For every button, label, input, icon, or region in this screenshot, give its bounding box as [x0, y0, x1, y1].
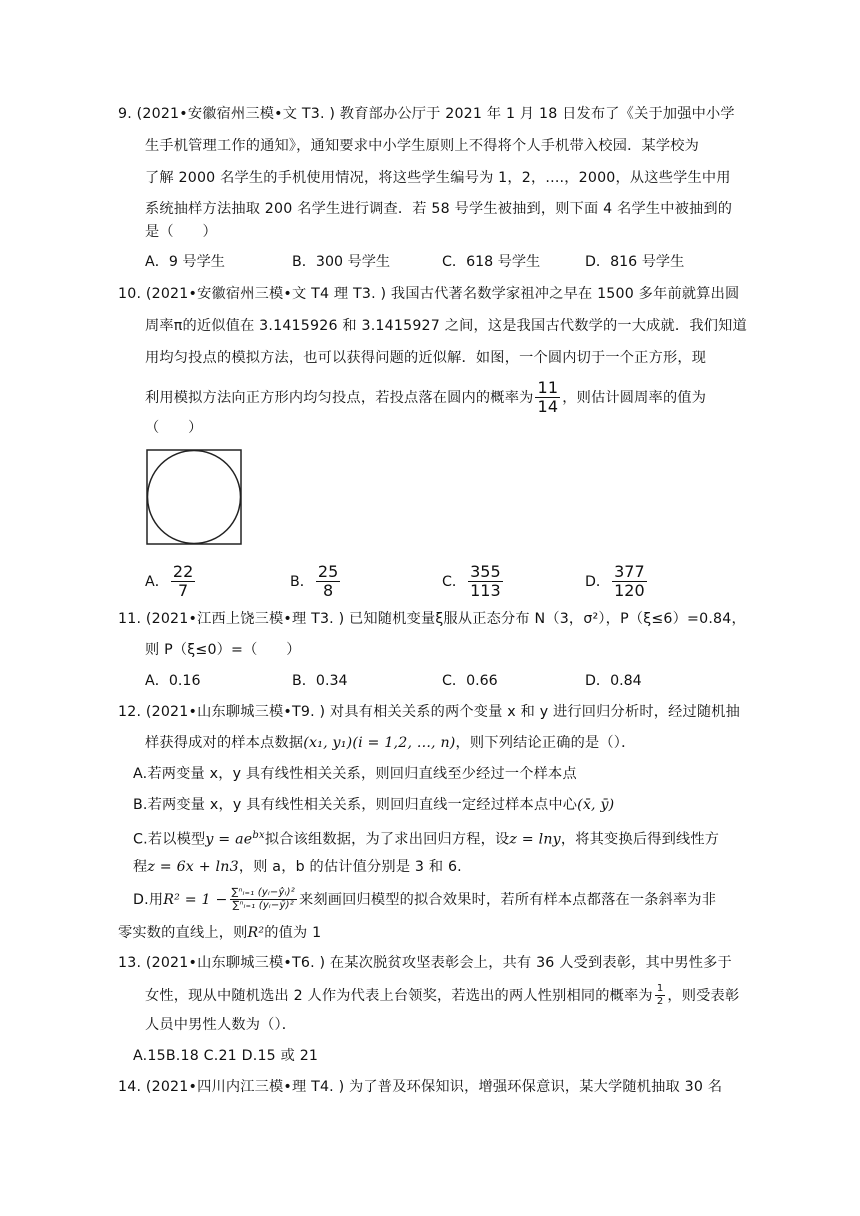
q12-option-a: A.若两变量 x，y 具有线性相关关系，则回归直线至少经过一个样本点 [133, 766, 577, 782]
fraction-denominator: 120 [614, 581, 645, 600]
q9-line-2: 生手机管理工作的通知》，通知要求中小学生原则上不得将个人手机带入校园．某学校为 [145, 138, 700, 154]
fraction-denominator: 8 [323, 581, 334, 600]
q12-option-d-line-2 [118, 923, 321, 943]
q12-option-d-tail: 来刻画回归模型的拟合效果时，若所有样本点都落在一条斜率为非 [298, 891, 717, 908]
fraction-numerator: 22 [172, 562, 194, 581]
q12-sample-points-math: (x₁, y₁)(i = 1,2, ..., n) [303, 735, 456, 751]
q10-line-4-tail: ，则估计圆周率的值为 [562, 389, 707, 406]
q12-r-squared-math: R² = 1 − [163, 891, 228, 908]
q10-option-c-letter: C． [442, 573, 467, 590]
q12-option-c-text-3: ，将其变换后得到线性方 [560, 831, 720, 848]
q12-model-exponent: bx [252, 830, 265, 841]
q9-option-c: C．618 号学生 [442, 254, 541, 270]
q13-line-2 [145, 984, 739, 1007]
q12-option-b-text: B.若两变量 x，y 具有线性相关关系，则回归直线一定经过样本点中心 [133, 797, 578, 813]
q12-option-c-line-2 [133, 857, 462, 877]
q10-option-d-letter: D． [585, 573, 611, 590]
q12-option-d2-text: 零实数的直线上，则 [118, 925, 248, 941]
fraction-numerator: 377 [614, 562, 645, 581]
fraction-numerator: 1 [656, 983, 664, 994]
q12-option-d2-tail: 的值为 1 [264, 925, 322, 941]
q11-option-c: C．0.66 [442, 673, 498, 689]
q9-line-5: 是（ ） [145, 224, 217, 240]
q9-option-b: B．300 号学生 [292, 254, 391, 270]
q12-option-d-text: D.用 [133, 891, 164, 908]
q12-linear-equation-math: z = 6x + ln3 [147, 859, 239, 875]
q12-line-2-text: 样获得成对的样本点数据 [145, 735, 304, 751]
q9-line-3: 了解 2000 名学生的手机使用情况，将这些学生编号为 1，2，....，2000，从这些学生中用 [145, 170, 731, 186]
square-inscribed-circle-figure [146, 449, 242, 549]
q13-line-2-tail: ，则受表彰 [667, 987, 740, 1004]
q10-option-b [290, 564, 342, 599]
q12-substitution-math: z = lny [509, 831, 561, 848]
q12-option-c-text: C.若以模型 [133, 831, 206, 848]
fraction-denominator: 2 [656, 996, 664, 1007]
q9-option-d: D．816 号学生 [585, 254, 685, 270]
q12-option-c-text-2: 拟合该组数据，为了求出回归方程，设 [264, 831, 510, 848]
q13-options: A.15B.18 C.21 D.15 或 21 [133, 1048, 319, 1064]
q10-option-d-fraction [612, 564, 647, 599]
q9-option-a: A．9 号学生 [145, 254, 225, 270]
fraction-denominator: 7 [177, 581, 189, 600]
q12-line-2-tail: ，则下列结论正确的是（）． [455, 735, 636, 751]
q14-line-1: 14. (2021•四川内江三模•理 T4. ) 为了普及环保知识，增强环保意识，某大学随机抽取 30 名 [118, 1079, 723, 1095]
q12-option-c-line-1 [133, 826, 719, 850]
q12-option-b [133, 795, 614, 815]
q10-option-b-letter: B． [290, 573, 314, 590]
q12-sample-center-math: (x̄, ȳ) [577, 797, 615, 813]
fraction-numerator: 355 [470, 562, 501, 581]
q10-line-3: 用均匀投点的模拟方法，也可以获得问题的近似解．如图，一个圆内切于一个正方形，现 [145, 350, 707, 366]
q13-line-3: 人员中男性人数为（）． [145, 1017, 297, 1033]
fraction-denominator: ∑ⁿᵢ₌₁ (yᵢ−ȳ)² [232, 900, 294, 911]
q10-option-c-fraction [468, 564, 503, 599]
q11-option-d: D．0.84 [585, 673, 642, 689]
q10-line-4 [145, 380, 706, 415]
fraction-numerator: 25 [317, 562, 339, 581]
q10-option-b-fraction [316, 564, 340, 599]
q10-option-c [442, 564, 505, 599]
q12-line-2 [145, 733, 635, 753]
q9-line-4: 系统抽样方法抽取 200 名学生进行调查．若 58 号学生被抽到，则下面 4 名学生中被抽到的 [145, 201, 733, 217]
q10-option-d [585, 564, 649, 599]
q12-r2-math: R² [247, 925, 265, 941]
q11-option-b: B．0.34 [292, 673, 348, 689]
q10-option-a-letter: A． [145, 573, 169, 590]
q10-line-4-text: 利用模拟方法向正方形内均匀投点，若投点落在圆内的概率为 [145, 389, 534, 406]
fraction-numerator: 11 [537, 378, 559, 397]
q12-option-c2-tail: ，则 a，b 的估计值分别是 3 和 6. [238, 859, 462, 875]
q10-line-2: 周率π的近似值在 3.1415926 和 3.1415927 之间，这是我国古代数学的一大成就．我们知道 [145, 318, 747, 334]
q10-option-a-fraction [171, 564, 195, 599]
q12-line-1: 12. (2021•山东聊城三模•T9. ) 对具有相关关系的两个变量 x 和 y 进行回归分析时，经过随机抽 [118, 704, 741, 720]
q10-probability-fraction [535, 380, 560, 415]
q10-line-5: （ ） [145, 420, 203, 436]
q10-option-a [145, 564, 197, 599]
q10-line-1: 10. (2021•安徽宿州三模•文 T4 理 T3. ) 我国古代著名数学家祖冲之早在 1500 多年前就算出圆 [118, 286, 740, 302]
q13-line-2-text: 女性，现从中随机选出 2 人作为代表上台领奖，若选出的两人性别相同的概率为 [145, 987, 653, 1004]
q11-option-a: A．0.16 [145, 673, 201, 689]
circle-shape [148, 451, 241, 544]
q11-line-2: 则 P（ξ≤0）=（ ） [145, 642, 301, 658]
q12-model-math: y = ae [205, 831, 253, 848]
q9-line-1: 9. (2021•安徽宿州三模•文 T3. ) 教育部办公厅于 2021 年 1 月 18 日发布了《关于加强中小学 [118, 106, 735, 122]
q13-half-fraction [655, 984, 666, 1007]
q12-option-c2-text: 程 [133, 859, 148, 875]
q12-r-squared-fraction [230, 888, 297, 911]
fraction-denominator: 14 [537, 397, 559, 416]
fraction-denominator: 113 [470, 581, 501, 600]
q12-option-d-line-1 [133, 888, 716, 911]
q11-line-1: 11. (2021•江西上饶三模•理 T3. ) 已知随机变量ξ服从正态分布 N（3，σ²），P（ξ≤6）=0.84， [118, 611, 746, 627]
fraction-numerator: ∑ⁿᵢ₌₁ (yᵢ−ŷᵢ)² [231, 887, 295, 898]
q13-line-1: 13. (2021•山东聊城三模•T6. ) 在某次脱贫攻坚表彰会上，共有 36 人受到表彰，其中男性多于 [118, 955, 732, 971]
